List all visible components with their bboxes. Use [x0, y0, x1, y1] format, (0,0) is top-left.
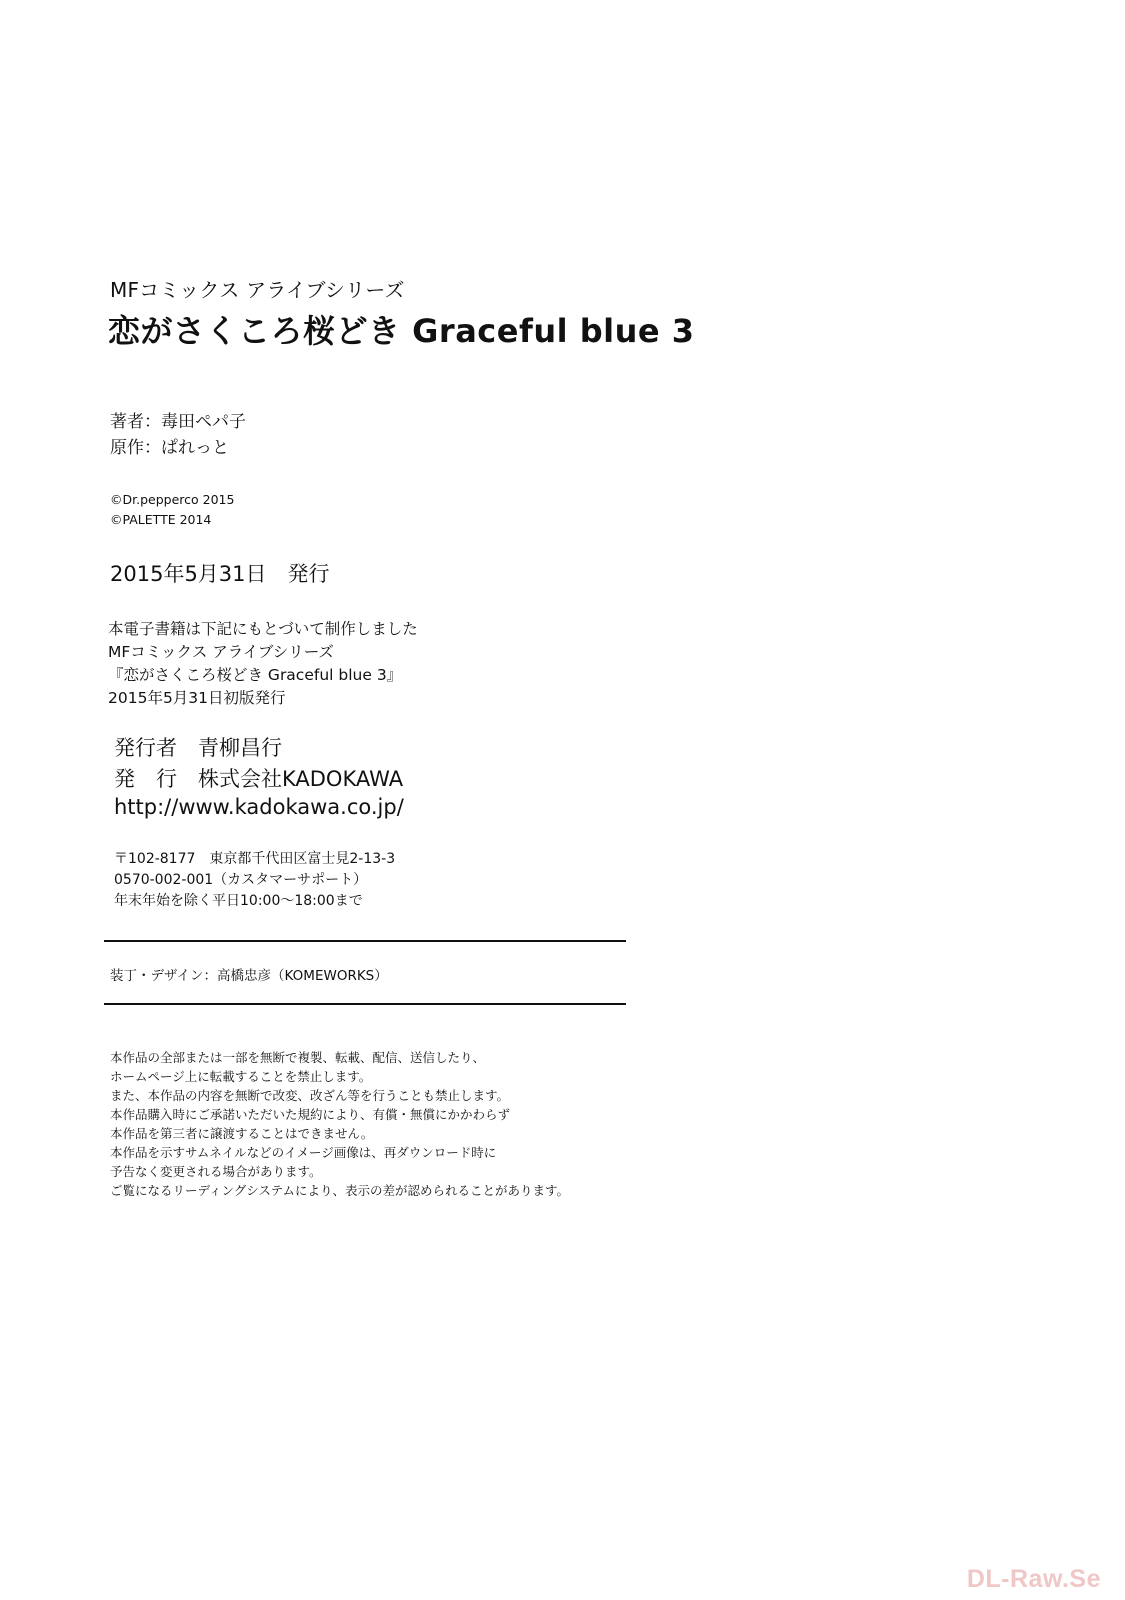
- legal-notice-line: 予告なく変更される場合があります。: [110, 1164, 322, 1179]
- legal-notice-line: また、本作品の内容を無断で改変、改ざん等を行うことも禁止します。: [110, 1088, 510, 1103]
- edition-note-line: 『恋がさくころ桜どき Graceful blue 3』: [108, 666, 403, 684]
- publisher-company: 発 行 株式会社KADOKAWA: [114, 767, 404, 791]
- address-line: 〒102-8177 東京都千代田区富士見2-13-3: [114, 851, 396, 867]
- legal-notice-line: ホームページ上に転載することを禁止します。: [110, 1069, 372, 1084]
- legal-notice-line: 本作品を第三者に譲渡することはできません。: [110, 1126, 374, 1141]
- author-credit: 著者：毒田ペパ子: [110, 412, 246, 432]
- design-credit: 装丁・デザイン：高橋忠彦（KOMEWORKS）: [110, 968, 388, 984]
- publisher-person: 発行者 青柳昌行: [114, 736, 282, 760]
- support-phone: 0570-002-001（カスタマーサポート）: [114, 872, 368, 888]
- support-hours: 年末年始を除く平日10:00～18:00まで: [114, 893, 363, 909]
- legal-notice-line: 本作品の全部または一部を無断で複製、転載、配信、送信したり、: [110, 1050, 486, 1065]
- edition-note-line: MFコミックス アライブシリーズ: [108, 643, 334, 661]
- watermark: DL-Raw.Se: [966, 1565, 1101, 1593]
- legal-notice-line: 本作品購入時にご承諾いただいた規約により、有償・無償にかかわらず: [110, 1107, 511, 1122]
- divider: [104, 940, 626, 942]
- series-name: MFコミックス アライブシリーズ: [110, 278, 405, 302]
- publisher-url: http://www.kadokawa.co.jp/: [114, 795, 404, 819]
- book-title: 恋がさくころ桜どき Graceful blue 3: [108, 312, 695, 350]
- divider: [104, 1003, 626, 1005]
- copyright-line: ©Dr.pepperco 2015: [110, 492, 235, 507]
- original-work-credit: 原作：ぱれっと: [110, 438, 229, 458]
- legal-notice-line: ご覧になるリーディングシステムにより、表示の差が認められることがあります。: [110, 1183, 570, 1198]
- publish-date: 2015年5月31日 発行: [110, 562, 330, 586]
- legal-notice-line: 本作品を示すサムネイルなどのイメージ画像は、再ダウンロード時に: [110, 1145, 497, 1160]
- edition-note-line: 本電子書籍は下記にもとづいて制作しました: [108, 620, 418, 638]
- copyright-line: ©PALETTE 2014: [110, 512, 212, 527]
- edition-note-line: 2015年5月31日初版発行: [108, 689, 286, 707]
